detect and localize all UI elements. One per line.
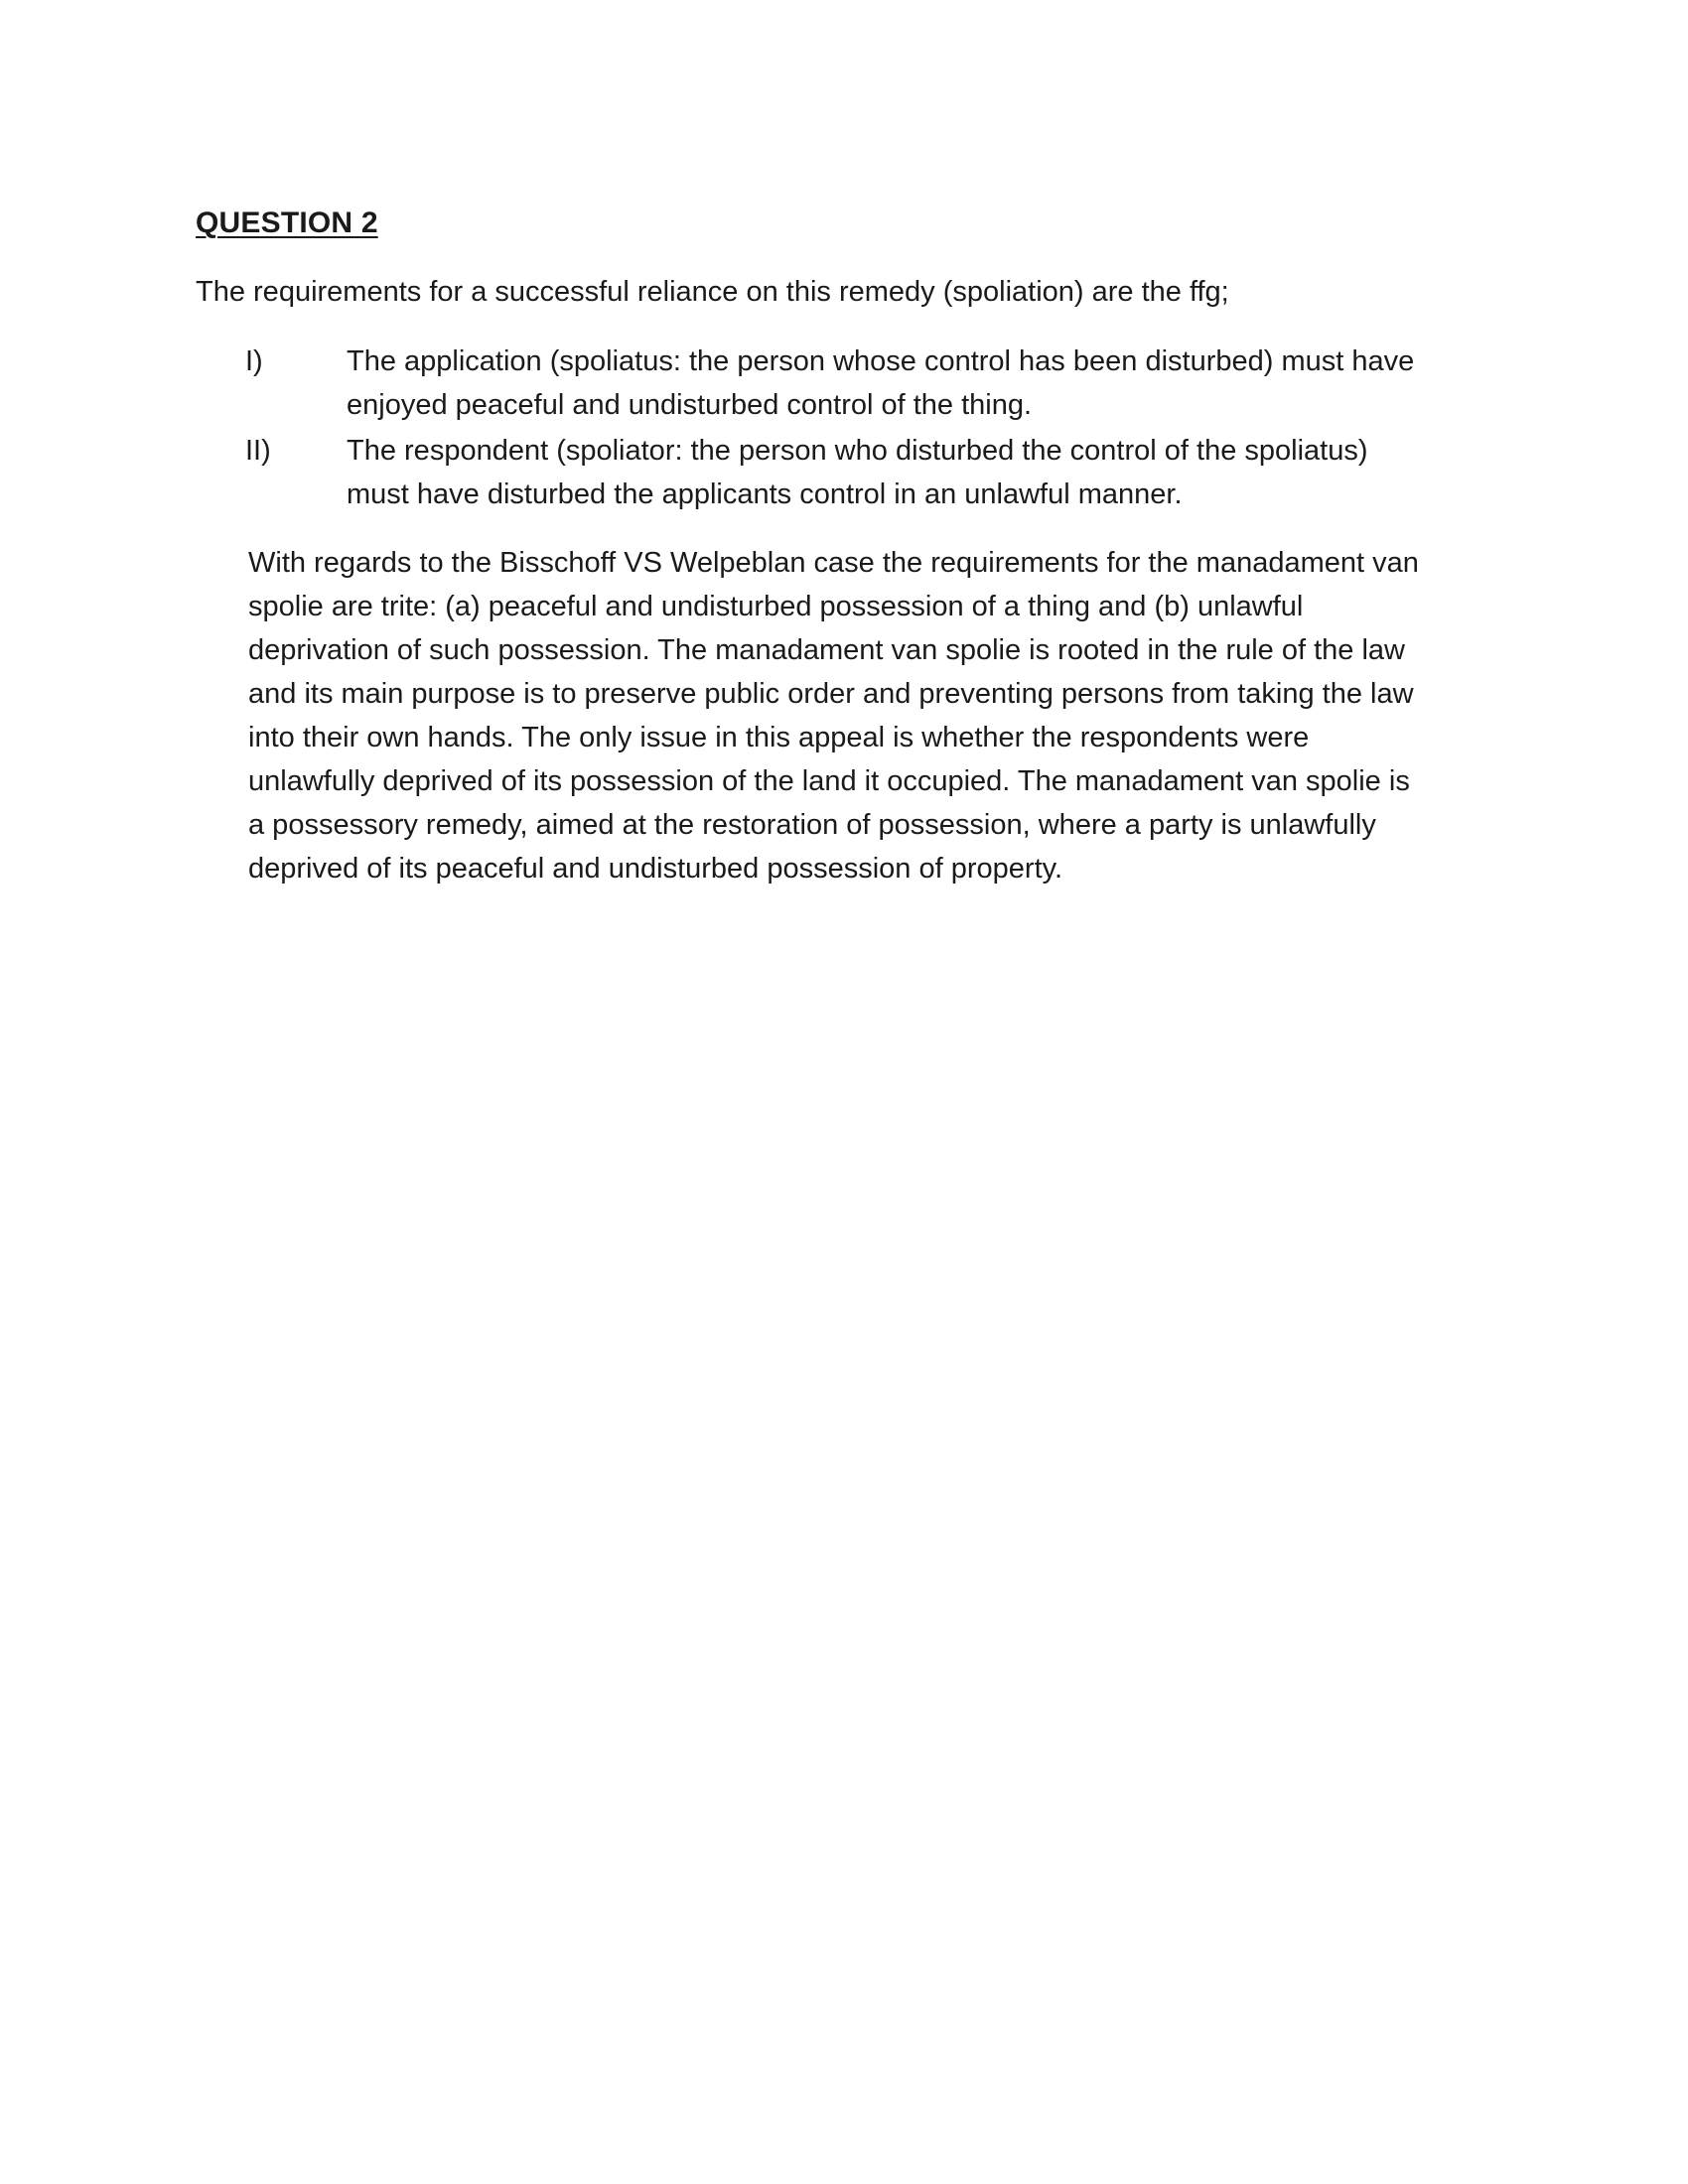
requirement-text-line: The application (spoliatus: the person whose control has been disturbed) must have <box>347 345 1415 377</box>
case-paragraph <box>248 541 1499 890</box>
requirement-marker: I) <box>245 345 263 377</box>
paragraph-line: into their own hands. The only issue in this appeal is whether the respondents were <box>248 722 1310 753</box>
requirements-list <box>196 340 1506 518</box>
paragraph-line: unlawfully deprived of its possession of the land it occupied. The manadament van spolie is <box>248 765 1410 797</box>
paragraph-line: spolie are trite: (a) peaceful and undisturbed possession of a thing and (b) unlawful <box>248 591 1304 622</box>
paragraph-line: deprivation of such possession. The manadament van spolie is rooted in the rule of the law <box>248 634 1405 666</box>
requirement-item-1 <box>196 340 1506 427</box>
intro-sentence: The requirements for a successful reliance on this remedy (spoliation) are the ffg; <box>196 276 1229 308</box>
question-heading: QUESTION 2 <box>196 206 378 239</box>
paragraph-line: deprived of its peaceful and undisturbed possession of property. <box>248 853 1063 885</box>
requirement-item-2 <box>196 429 1506 516</box>
requirement-text-line: The respondent (spoliator: the person who disturbed the control of the spoliatus) <box>347 435 1368 467</box>
paragraph-line: and its main purpose is to preserve public order and preventing persons from taking the law <box>248 678 1414 710</box>
paragraph-line: With regards to the Bisschoff VS Welpeblan case the requirements for the manadament van <box>248 547 1419 579</box>
requirement-marker: II) <box>245 435 271 467</box>
requirement-text-line: must have disturbed the applicants control in an unlawful manner. <box>347 478 1183 510</box>
paragraph-line: a possessory remedy, aimed at the restoration of possession, where a party is unlawfully <box>248 809 1376 841</box>
requirement-text-line: enjoyed peaceful and undisturbed control of the thing. <box>347 389 1033 421</box>
